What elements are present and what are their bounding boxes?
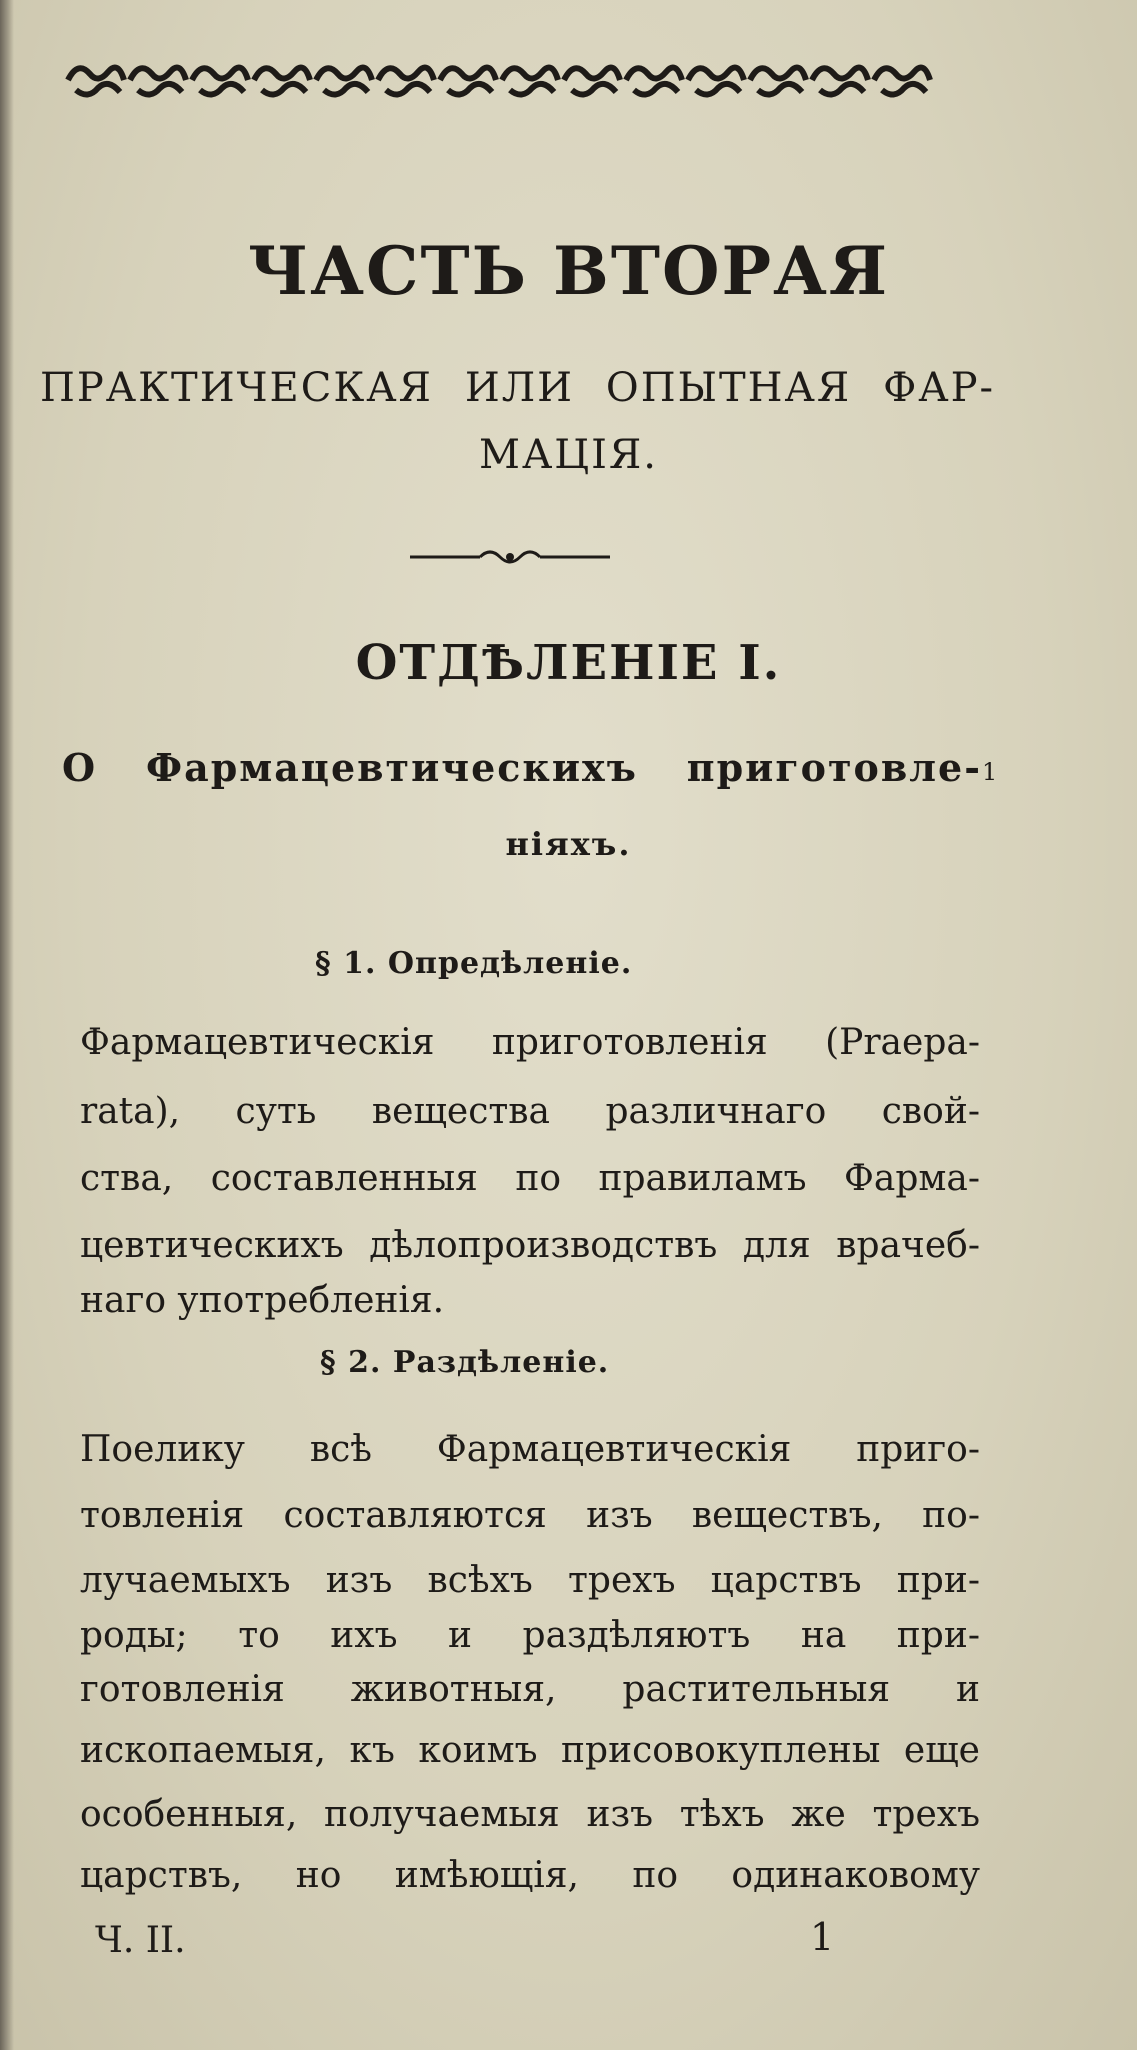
edge-mark: 1 bbox=[982, 758, 998, 786]
paragraph-2-line: особенныя, получаемыя изъ тѣхъ же трехъ bbox=[80, 1794, 980, 1835]
paragraph-2-heading: § 2. Раздѣленіе. bbox=[320, 1345, 610, 1380]
divider-ornament bbox=[410, 545, 610, 569]
paragraph-2-line: товленія составляются изъ веществъ, по- bbox=[80, 1495, 980, 1536]
paragraph-2-line: ископаемыя, къ коимъ присовокуплены еще bbox=[80, 1730, 980, 1771]
paragraph-2-line: Поелику всѣ Фармацевтическія приго- bbox=[80, 1429, 980, 1470]
paragraph-1-heading: § 1. Опредѣленіе. bbox=[315, 946, 633, 981]
paragraph-1-line: Фармацевтическія приготовленія (Praepa- bbox=[80, 1022, 980, 1063]
ornament-scroll bbox=[130, 68, 186, 95]
ornament-scroll bbox=[316, 68, 372, 95]
ornament-scroll bbox=[874, 68, 930, 95]
section-subheading-line-1: О Фармацевтическихъ приготовле- bbox=[62, 745, 982, 790]
ornament-scroll bbox=[750, 68, 806, 95]
paragraph-1-line: наго употребленія. bbox=[80, 1280, 445, 1321]
ornament-scroll bbox=[254, 68, 310, 95]
section-subheading-line-2: ніяхъ. bbox=[505, 825, 632, 863]
ornament-scroll bbox=[502, 68, 558, 95]
header-ornament bbox=[62, 50, 942, 110]
paragraph-2-line: царствъ, но имѣющія, по одинаковому bbox=[80, 1855, 980, 1896]
paragraph-1-line: ства, составленныя по правиламъ Фарма- bbox=[80, 1158, 980, 1199]
ornament-scroll bbox=[192, 68, 248, 95]
paragraph-1-line: цевтическихъ дѣлопроизводствъ для врачеб- bbox=[80, 1225, 980, 1266]
footer-signature: Ч. II. bbox=[95, 1920, 186, 1961]
paragraph-2-line: лучаемыхъ изъ всѣхъ трехъ царствъ при- bbox=[80, 1560, 980, 1601]
ornament-scroll bbox=[440, 68, 496, 95]
paragraph-1-line: rata), суть вещества различнаго свой- bbox=[80, 1091, 980, 1132]
paragraph-2-line: готовленія животныя, растительныя и bbox=[80, 1669, 980, 1710]
part-subtitle-line-2: МАЦІЯ. bbox=[479, 432, 658, 478]
part-title: ЧАСТЬ ВТОРАЯ bbox=[247, 232, 890, 310]
section-heading: ОТДѢЛЕНІЕ I. bbox=[355, 635, 782, 691]
ornament-scroll bbox=[688, 68, 744, 95]
ornament-scroll bbox=[564, 68, 620, 95]
paragraph-2-line: роды; то ихъ и раздѣляютъ на при- bbox=[80, 1615, 980, 1656]
ornament-scroll bbox=[626, 68, 682, 95]
part-subtitle-line-1: ПРАКТИЧЕСКАЯ ИЛИ ОПЫТНАЯ ФАР- bbox=[40, 365, 995, 411]
ornament-scroll bbox=[378, 68, 434, 95]
ornament-scroll bbox=[68, 68, 124, 95]
ornament-scroll bbox=[812, 68, 868, 95]
footer-sheet-number: 1 bbox=[810, 1915, 835, 1959]
